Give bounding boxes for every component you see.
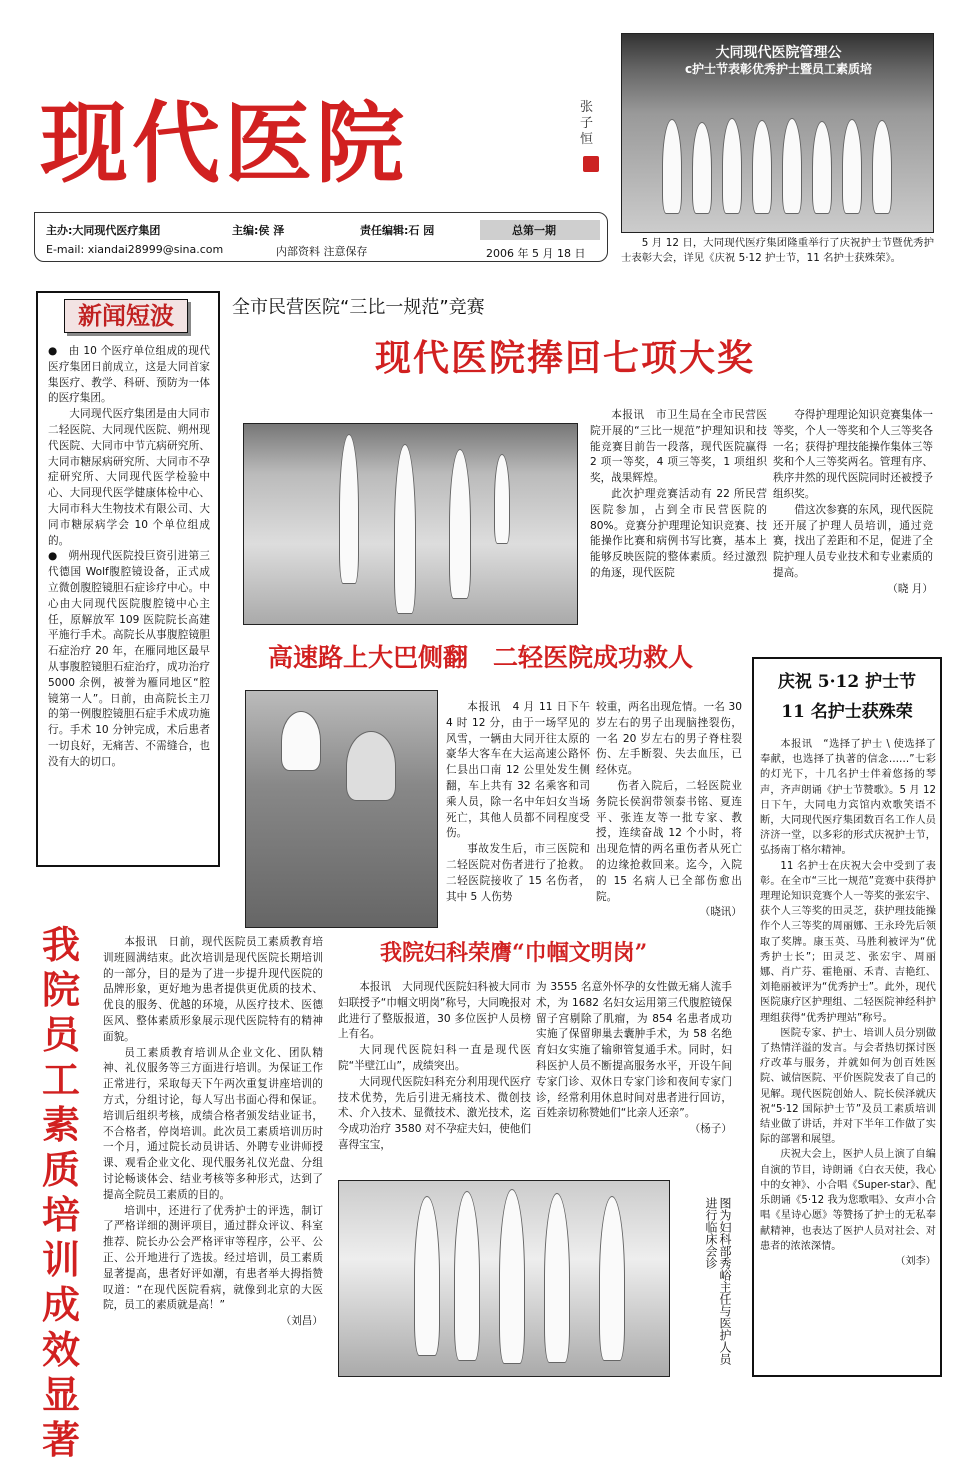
lead-col2: 夺得护理理论知识竞赛集体一等奖，个人一等奖和个人三等奖各一名；获得护理技能操作集体三等奖和个人三等奖两名。管理有序、秩序井然的现代医院同时还被授予组织奖。 借这次参赛的东风，现代医院还开展了护理人员培训，通过竞赛，找出了差距和不足，促进了全院护理人员专业技术和专业素质的提高。 （晓 月） [773,409,933,595]
training-vertical-headline: 我院员工素质培训成效显著 [41,922,80,1462]
photo-banner-line2: c护士节表彰优秀护士暨员工素质培 [684,62,873,76]
gyn-headline: 我院妇科荣膺“巾帼文明岗” [380,940,648,966]
news-brief-text: ● 由 10 个医疗单位组成的现代医疗集团日前成立，这是大同首家集医疗、教学、科研、预防为一体的医疗集团。 大同现代医疗集团是由大同市二轻医院、大同现代医院、朔州现代医院、大同市中节亢病研究所、大同市糖尿病研究所、大同市不孕症研究所、大同现代医学检验中心、大同现代医学健康体检中心、大同市科大生物技术有限公司、大同市糖尿病学会 10 个单位组成的。 ● 朔州现代医院投巨资引进第三代德国 Wolf腹腔镜设备，正式成立微创腹腔镜胆石症诊疗中心。中心由大同现代医院腹腔镜中心主任，原解放军 109 医院院长高建平施行手术。高院长从事腹腔镜胆石症治疗 20 年，在雁同地区最早从事腹腔镜胆石症治疗，成功治疗 5000 余例，被誉为雁同地区“腔镜第一人”。日前，由高院长主刀的第一例腹腔镜胆石症手术成功施行。手术 10 分钟完成，术后患者一切良好，无痛苦、不需缝合，也没有大的切口。 [48,345,210,768]
ceremony-photo-caption: 5 月 12 日，大同现代医疗集团隆重举行了庆祝护士节暨优秀护士表彰大会，详见《庆祝 5·12 护士节，11 名护士获殊荣》。 [621,237,934,264]
gyn-consultation-photo [338,1180,670,1377]
lead-col1: 本报讯 市卫生局在全市民营医院开展的“三比一规范”护理知识和技能竞赛目前告一段落，现代医院赢得 2 项一等奖，4 项三等奖，1 项组织奖，战果辉煌。 此次护理竞赛活动有 22 所民营医院参加，占到全市民营医院的 80%。竞赛分护理理论知识竞赛、技能操作比赛和病例书写比赛，基本上能够反映医院的整体素质。经过激烈的角逐，现代医院 [590,409,767,579]
nursing-competition-photo [243,423,578,625]
rescue-headline: 高速路上大巴侧翻 二轻医院成功救人 [268,643,694,672]
issue-label: 总第一期 [512,224,556,237]
rescue-col2: 较重，两名出现危情。一名 30 岁左右的男子出现脑挫裂伤，一名 20 岁左右的男子脊柱裂伤、左手断裂、失去血压，已经休克。 伤者入院后，二轻医院业务院长侯润带领泰书铭、夏连平、张连友等一批专家、教授，连续奋战 12 个小时，将出现危情的两名重伤者从死亡的边缘抢救回来。迄今，入院的 15 名病人已全部伤愈出院。 （晓讯） [596,701,742,919]
gyn-col2: 为 3555 名意外怀孕的女性做无痛人流手术，为 1682 名妇女运用第三代腹腔镜保留子宫剔除了肌瘤，为 854 名患者成功实施了保留卵巢去囊肿手术，为 58 名绝育妇女实施了输卵管复通手术。同时，妇科医护人员不断提高服务水平，开设午间专家门诊、双休日专家门诊和夜间专家门诊，经常利用休息时间对患者进行回访，百姓亲切称赞她们“比亲人还亲”。 （杨子） [536,981,732,1136]
sponsor-label: 主办:大同现代医疗集团 [46,224,161,237]
rescue-col1: 本报讯 4 月 11 日下午 4 时 12 分，由于一场罕见的风雪，一辆由大同开往太原的豪华大客车在大运高速公路怀仁县出口南 12 公里处发生侧翻，车上共有 32 名乘客和司乘人员，除一名中年妇女当场死亡，其他人员都不同程度受伤。 事故发生后，市三医院和二轻医院对伤者进行了抢救。二轻医院接收了 15 名伤者，其中 5 人伤势 [446,701,590,903]
masthead-title: 现代医院 [40,91,409,195]
seal-stamp [583,156,599,172]
lead-kicker: 全市民营医院“三比一规范”竞赛 [232,297,485,318]
ceremony-photo [621,33,934,233]
date-label: 2006 年 5 月 18 日 [486,247,586,260]
nurses-text: 本报讯 “选择了护士 \ 使选择了奉献，也选择了执著的信念……”七彩的灯光下，十几名护士伴着悠扬的琴声，齐声朗诵《护士节赞歌》。5 月 12 日下午，大同电力宾馆内欢歌笑语不断，大同现代医疗集团数百名工作人员济济一堂，以多彩的形式庆祝护士节，弘扬南丁格尔精神。 11 名护士在庆祝大会中受到了表彰。在全市“三比一规范”竞赛中获得护理理论知识竞赛个人一等奖的张宏宇、获个人三等奖的田灵芝，获护理技能操作个人三等奖的周丽娜、王永玲先后领取了奖牌。康玉英、马胜利被评为“优秀护士长”；田灵芝、张宏宇、周丽娜、肖广芬、霍艳丽、禾青、吉艳红、刘艳丽被评为“优秀护士”。此外，现代医院康疗区护理组、二轻医院神经科护理组获得“优秀护理站”称号。 医院专家、护士、培训人员分别做了热情洋溢的发言。与会者热切探讨医疗改革与服务，并就如何为创百姓医院、诚信医院、平价医院发表了自己的见解。现代医院创始人、院长侯泽就庆祝“5·12 国际护士节”及员工素质培训结业做了讲话，并对下半年工作做了实际的部署和展望。 庆祝大会上，医护人员上演了自编自演的节目，诗朗诵《白衣天使，我心中的女神》、小合唱《Super-star》、配乐朗诵《5·12 我为您歌唱》、女声小合唱《星诗心愿》等赞扬了护士的无私奉献精神，也表达了医护人员对社会、对患者的浓浓深情。 （刘李） [760,739,936,1267]
gyn-col1: 本报讯 大同现代医院妇科被大同市妇联授予“巾帼文明岗”称号，大同晚报对此进行了整版报道，30 多位医护人员榜上有名。 大同现代医院妇科一直是现代医院“半壁江山”，成绩突出。 大同现代医院妇科充分利用现代医疗技术优势，先后引进无痛技术、微创技术、介入技术、显微技术、激光技术，迄今成功治疗 3580 对不孕症夫妇，使他们喜得宝宝， [338,981,531,1151]
rescue-surgery-photo [245,690,438,928]
internal-label: 内部资料 注意保存 [276,245,368,258]
calligraphy-signature: 张子恒 [580,100,594,147]
training-text: 本报讯 日前，现代医院员工素质教育培训班圆满结束。此次培训是现代医院长期培训的一部分，目的是为了进一步提升现代医院的品牌形象，更好地为患者提供更优质的技术、优良的服务、优越的环境，从医疗技术、医德医风、整体素质形象展示现代医院特有的精神面貌。 员工素质教育培训从企业文化、团队精神、礼仪服务等三方面进行培训。为保证工作正常进行，采取每天下午两次重复讲座培训的方式，分组讨论，每人写出书面心得和保证。培训后组织考核，成绩合格者颁发结业证书，不合格者，停岗培训。此次员工素质培训历时一个月，通过院长动员讲话、外聘专业讲师授课、观看企业文化、现代服务礼仪光盘、分组讨论畅谈体会、结业考核等多种形式，达到了提高全院员工素质的目的。 培训中，还进行了优秀护士的评选，制订了严格详细的测评项目，通过群众评议、科室推荐、院长办公会严格评审等程序，公平、公正、公开地进行了选拔。经过培训，员工素质显著提高，患者好评如潮，有患者举大拇指赞叹道：“在现代医院看病，就像到北京的大医院，员工的素质就是高！” （刘昌） [103,936,323,1328]
news-brief-title: 新闻短波 [64,299,188,333]
chief-editor-label: 主编:侯 泽 [232,224,285,237]
email-label: E-mail: xiandai28999@sina.com [46,243,224,256]
gyn-photo-caption: 图为妇科部秀峪主任与医护人员进行临床会诊 [704,1197,732,1365]
photo-banner-line1: 大同现代医院管理公 [715,45,842,61]
duty-editor-label: 责任编辑:石 园 [360,224,435,237]
lead-headline: 现代医院捧回七项大奖 [375,337,756,379]
nurses-headline-line1: 庆祝 5·12 护士节 [777,672,917,692]
nurses-headline-line2: 11 名护士获殊荣 [781,702,913,722]
